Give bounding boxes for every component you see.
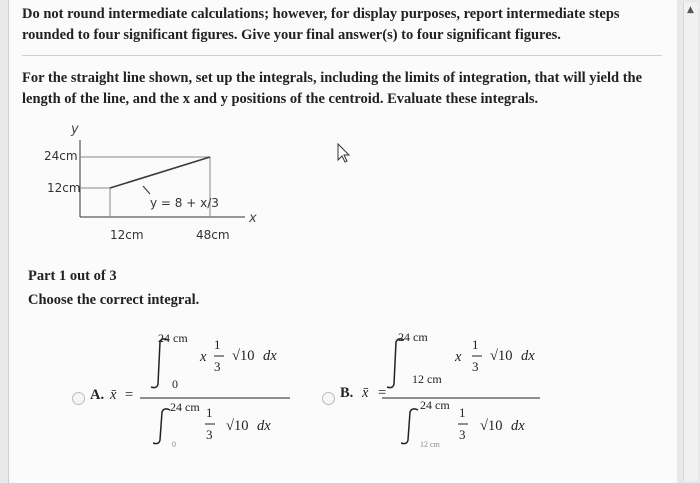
option-b-den-one: 1	[459, 405, 466, 420]
instructions-text: Do not round intermediate calculations; however, for display purposes, report intermediate steps rounded to four significant figures. Give your final answer(s) to four significant figures.	[22, 6, 620, 43]
label-x-48cm: 48cm	[196, 228, 230, 242]
question-text: For the straight line shown, set up the integrals, including the limits of integration, that will yield the length of the line, and the x and y positions of the centroid. Evaluate these integrals.	[22, 70, 643, 107]
option-a-radio[interactable]	[72, 392, 85, 405]
option-b-num-lower: 12 cm	[412, 372, 442, 386]
mouse-cursor-icon	[338, 144, 349, 162]
option-b-den-upper: 24 cm	[420, 398, 450, 412]
option-b-xbar: x̄	[362, 385, 369, 401]
option-b-den-three: 3	[459, 427, 466, 442]
option-a-den-upper: 24 cm	[170, 400, 200, 414]
option-a-num-dx: dx	[263, 348, 277, 364]
option-a-den-lower: 0	[172, 440, 176, 449]
option-a-den-dx: dx	[257, 418, 271, 434]
option-a-den-sqrt: √10	[226, 418, 249, 434]
option-b-den-lower: 12 cm	[420, 440, 440, 449]
option-b-equals: =	[378, 385, 387, 401]
option-b-num-three: 3	[472, 359, 479, 374]
integral-sign-icon	[153, 409, 170, 444]
equation-pointer	[143, 186, 150, 194]
equation-label: y = 8 + x/3	[150, 196, 219, 210]
option-a-num-upper: 24 cm	[158, 331, 188, 345]
scroll-up-arrow-icon[interactable]: ▲	[687, 5, 694, 15]
y-axis-label: y	[71, 122, 79, 137]
part-label: Part 1 out of 3	[28, 268, 117, 284]
option-b-num-dx: dx	[521, 348, 535, 364]
integral-sign-icon	[387, 339, 404, 388]
option-b-num-upper: 24 cm	[398, 330, 428, 344]
label-24cm: 24cm	[44, 149, 78, 163]
option-a-num-sqrt: √10	[232, 348, 255, 364]
option-b-label[interactable]: B.	[340, 385, 354, 401]
option-a-xbar: x̄	[110, 387, 117, 403]
option-a-num-x: x	[200, 349, 207, 365]
option-b-num-x: x	[455, 349, 462, 365]
option-b-num-sqrt: √10	[490, 348, 513, 364]
x-axis-label: x	[249, 211, 257, 226]
option-b-den-dx: dx	[511, 418, 525, 434]
option-a-num-three: 3	[214, 359, 221, 374]
integral-sign-icon	[151, 339, 168, 388]
option-a-num-lower: 0	[172, 377, 178, 391]
option-a-den-three: 3	[206, 427, 213, 442]
integral-sign-icon	[401, 409, 418, 444]
option-a-num-one: 1	[214, 337, 221, 352]
option-b-num-one: 1	[472, 337, 479, 352]
option-a-den-one: 1	[206, 405, 213, 420]
prompt-label: Choose the correct integral.	[28, 292, 200, 308]
option-b-den-sqrt: √10	[480, 418, 503, 434]
label-12cm: 12cm	[47, 181, 81, 195]
straight-line	[110, 157, 210, 188]
option-a-label[interactable]: A.	[90, 387, 105, 403]
option-b-radio[interactable]	[322, 392, 335, 405]
option-a-equals: =	[125, 387, 134, 403]
label-x-12cm: 12cm	[110, 228, 144, 242]
